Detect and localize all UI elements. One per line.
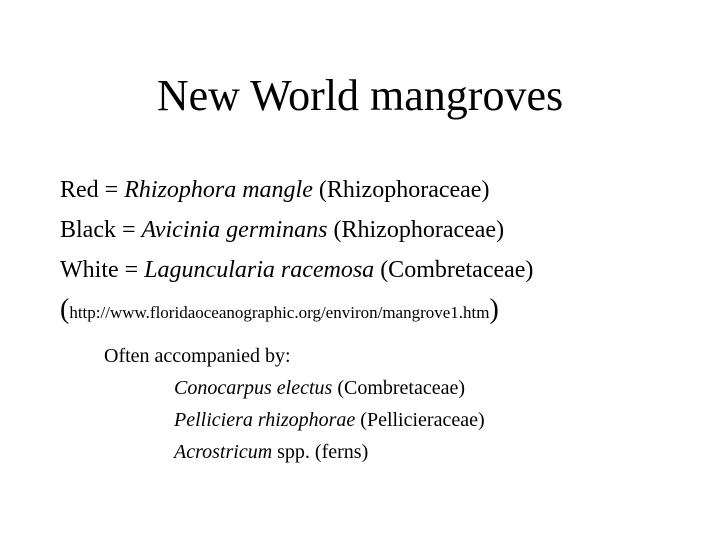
species-name: Conocarpus electus xyxy=(174,377,333,399)
mangrove-item-red xyxy=(60,170,700,210)
mangrove-label: Black = xyxy=(60,217,142,243)
family-name: (Combretaceae) xyxy=(374,257,534,283)
species-name: Rhizophora mangle xyxy=(124,177,313,203)
species-name: Avicinia germinans xyxy=(141,217,328,243)
source-citation xyxy=(60,290,700,333)
mangrove-list xyxy=(60,170,700,333)
mangrove-label: Red = xyxy=(60,177,125,203)
companion-item xyxy=(104,436,684,468)
companions-heading: Often accompanied by: xyxy=(104,345,291,367)
species-name: Pelliciera rhizophorae xyxy=(174,409,356,431)
companion-note: (Pellicieraceae) xyxy=(355,409,485,431)
companion-note: spp. (ferns) xyxy=(272,441,369,463)
mangrove-item-white xyxy=(60,250,700,290)
species-name: Acrostricum xyxy=(174,441,273,463)
close-paren: ) xyxy=(489,294,499,325)
family-name: (Rhizophoraceae) xyxy=(327,217,505,243)
mangrove-label: White = xyxy=(60,257,145,283)
companions-block xyxy=(104,340,684,468)
companion-item xyxy=(104,372,684,404)
slide-title: New World mangroves xyxy=(156,71,564,120)
companion-note: (Combretaceae) xyxy=(332,377,466,399)
companion-item xyxy=(104,404,684,436)
open-paren: ( xyxy=(60,294,70,325)
source-url: http://www.floridaoceanographic.org/environ/mangrove1.htm xyxy=(69,303,490,322)
mangrove-item-black xyxy=(60,210,700,250)
species-name: Laguncularia racemosa xyxy=(144,257,375,283)
family-name: (Rhizophoraceae) xyxy=(312,177,490,203)
